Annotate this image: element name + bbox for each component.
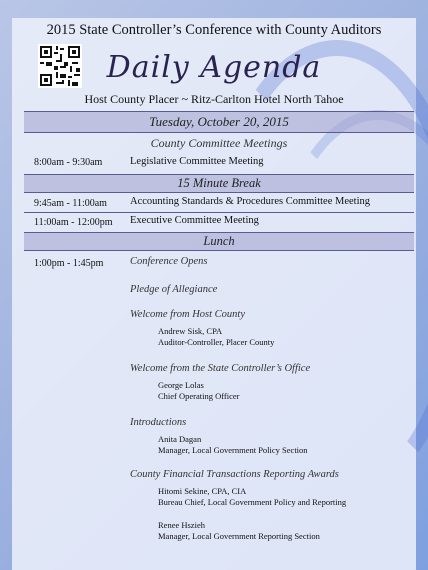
date-band: Tuesday, October 20, 2015 — [24, 111, 414, 133]
lunch-band: Lunch — [24, 232, 414, 251]
session-time: 8:00am - 9:30am — [34, 157, 103, 168]
agenda-item: Pledge of Allegiance — [130, 284, 218, 295]
row-divider — [24, 212, 414, 213]
session-title: Legislative Committee Meeting — [130, 156, 264, 167]
speaker-role: Auditor-Controller, Placer County — [158, 337, 275, 347]
speaker-name: Hitomi Sekine, CPA, CIA — [158, 486, 247, 496]
speaker-role: Manager, Local Government Policy Section — [158, 445, 308, 455]
speaker-name: Renee Hszieh — [158, 520, 205, 530]
agenda-item: County Financial Transactions Reporting Awards — [130, 469, 339, 480]
agenda-item: Conference Opens — [130, 256, 208, 267]
agenda-item: Welcome from Host County — [130, 309, 246, 320]
session-title: Accounting Standards & Procedures Committee Meeting — [130, 196, 370, 207]
venue-line: Host County Placer ~ Ritz-Carlton Hotel North Tahoe — [84, 92, 344, 106]
session-time: 9:45am - 11:00am — [34, 198, 107, 209]
speaker-role: Manager, Local Government Reporting Section — [158, 531, 320, 541]
agenda-item: Introductions — [130, 417, 187, 428]
speaker-role: Chief Operating Officer — [158, 391, 240, 401]
agenda-item: Welcome from the State Controller’s Office — [130, 363, 311, 374]
break-band: 15 Minute Break — [24, 174, 414, 193]
afternoon-time: 1:00pm - 1:45pm — [34, 258, 104, 269]
speaker-role: Bureau Chief, Local Government Policy and Reporting — [158, 497, 347, 507]
session-time: 11:00am - 12:00pm — [34, 217, 113, 228]
speaker-name: Andrew Sisk, CPA — [158, 326, 223, 336]
agenda-heading: Daily Agenda — [106, 50, 322, 85]
session-title: Executive Committee Meeting — [130, 215, 259, 226]
conference-title: 2015 State Controller’s Conference with County Auditors — [46, 22, 382, 38]
committee-subheading: County Committee Meetings — [150, 136, 288, 150]
speaker-name: Anita Dagan — [158, 434, 202, 444]
speaker-name: George Lolas — [158, 380, 204, 390]
